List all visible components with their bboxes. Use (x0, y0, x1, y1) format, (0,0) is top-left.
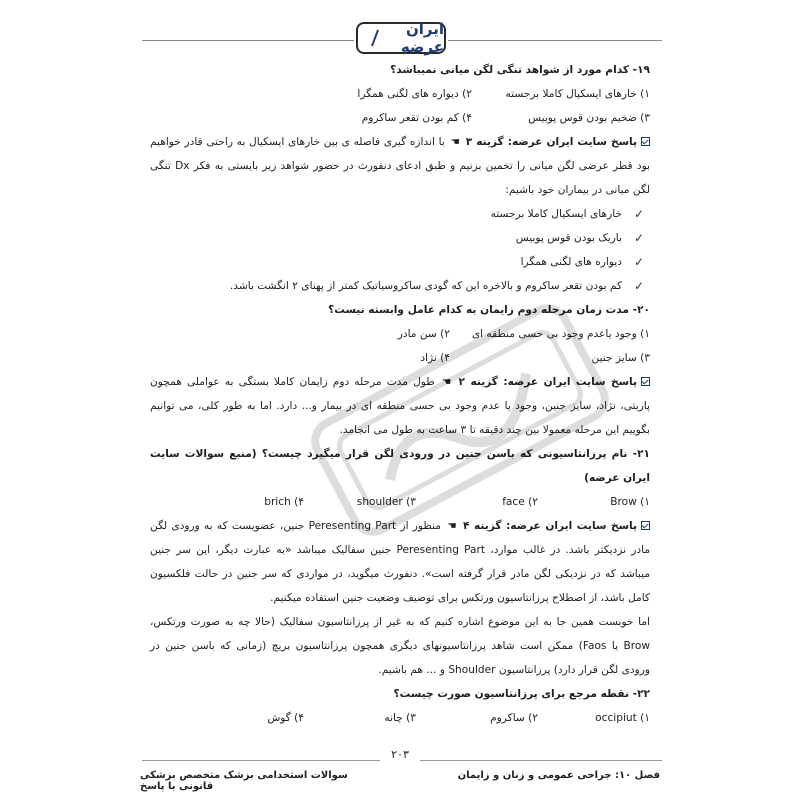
question-21: ۲۱- نام پرزانتاسیونی که باسن جنین در ورودی لگن قرار میگیرد چیست؟ (منبع سوالات سایت ایران عرضه) (150, 448, 650, 484)
q21-answer (150, 514, 650, 610)
q19-options-row2 (150, 106, 650, 130)
question-19: ۱۹- کدام مورد از شواهد تنگی لگن میانی نمیباشد؟ (390, 64, 650, 76)
q22-option-4: ۴) گوش (267, 712, 304, 724)
q19-option-2: ۲) دیواره های لگنی همگرا (357, 88, 472, 100)
q21-option-4: ۴) brich (264, 496, 304, 508)
logo-text: ایران عرضه (400, 20, 444, 56)
q21-option-3: ۳) shoulder (356, 496, 416, 508)
check-item-text: دیواره های لگنی همگرا (520, 256, 622, 268)
question-22: ۲۲- نقطه مرجع برای پرزانتاسیون صورت چیست؟ (393, 688, 650, 700)
list-item (150, 226, 650, 250)
q21-option-1: ۱) Brow (610, 496, 650, 508)
q20-options-row1 (150, 322, 650, 346)
checkbox-icon (641, 137, 650, 146)
check-icon: ✓ (633, 207, 644, 221)
q19-answer-text: با اندازه گیری فاصله ی بین خارهای ایسکیال به راحتی قادر خواهیم بود قطر عرضی لگن میانی را تخمین بزنیم و طبق ادعای دنفورث در حضور شواهد زیر بایستی به فکر Dx تنگی لگن میانی در بیماران خود باشیم: (150, 136, 650, 196)
q20-option-1: ۱) وجود یاعدم وجود بی حسی منطقه ای (471, 328, 650, 340)
site-logo (356, 22, 446, 54)
q20-option-4: ۴) نژاد (420, 352, 450, 364)
pointing-hand-icon: ☚ (447, 520, 457, 532)
q19-option-3: ۳) ضخیم بودن قوس پوبیس (528, 112, 650, 124)
q21-options (150, 490, 650, 514)
q21-answer-heading: پاسخ سایت ایران عرضه: گزینه ۴ (462, 520, 637, 532)
check-icon: ✓ (633, 255, 644, 269)
page-number: ۲۰۳ (380, 748, 420, 761)
q19-answer (150, 130, 650, 202)
q19-option-4: ۴) کم بودن تقعر ساکروم (361, 112, 472, 124)
check-icon: ✓ (633, 231, 644, 245)
footer-chapter-title: فصل ۱۰: جراحی عمومی و زنان و زایمان (457, 770, 660, 781)
check-icon: ✓ (633, 279, 644, 293)
footer-book-title: سوالات استخدامی بزشک متخصص بزشکی قانونی با پاسخ (140, 770, 348, 792)
q22-options (150, 706, 650, 730)
q22-option-2: ۲) ساکروم (490, 712, 538, 724)
q20-answer-heading: پاسخ سایت ایران عرضه: گزینه ۲ (458, 376, 637, 388)
list-item (150, 250, 650, 274)
q20-answer (150, 370, 650, 442)
q22-option-1: ۱) occipiut (595, 712, 650, 724)
main-content (150, 58, 650, 730)
q20-options-row2 (150, 346, 650, 370)
header-rule-right (448, 40, 662, 41)
q21-answer-text-2: اما خوبست همین جا به این موضوع اشاره کنیم که به غیر از پرزانتاسیون سفالیک (حالا چه به صورت ورتکس، Brow یا Faos) ممکن است شاهد پرزانتاسیونهای دیگری همچون پرزانتاسیون بریچ (زمانی که باسن جنین در ورودی لگن قرار دارد) پرزانتاسیون Shoulder و ... هم باشیم. (150, 616, 650, 676)
list-item (150, 274, 650, 298)
q22-option-3: ۳) چانه (384, 712, 416, 724)
checkbox-icon (641, 377, 650, 386)
list-item (150, 202, 650, 226)
header-rule-left (142, 40, 354, 41)
q20-answer-text: طول مدت مرحله دوم زایمان کاملا بستگی به عواملی همچون پاریتی، نژاد، سایز جنین، وجود یا عدم وجود بی حسی منطقه ای در بیمار و... دارد. اما به طور کلی، می توانیم بگوییم این مرحله معمولا بین چند دقیقه تا ۳ ساعت به طول می انجامد. (150, 376, 650, 436)
check-item-text: باریک بودن قوس پوبیس (515, 232, 622, 244)
q20-option-2: ۲) سن مادر (397, 328, 450, 340)
q19-options-row1 (150, 82, 650, 106)
q19-answer-heading: پاسخ سایت ایران عرضه: گزینه ۳ (465, 136, 637, 148)
q21-answer-text-1: منظور از Peresenting Part جنین، عضویست که به ورودی لگن مادر نزدیکتر باشد. در غالب موارد، Peresenting Part جنین سفالیک میباشد «به عبارت دیگر، این سر جنین میباشد که در نزدیکی لگن مادر قرار گرفته است». دنفورث میگوید، در مواردی که سر جنین در حالت فلکسیون کامل باشد، از اصطلاح پرزانتاسیون ورتکس برای توصیف وضعیت جنین استفاده میکنیم. (150, 520, 650, 604)
q21-option-2: ۲) face (502, 496, 538, 508)
q20-option-3: ۳) سایز جنین (591, 352, 650, 364)
question-20: ۲۰- مدت زمان مرحله دوم زایمان به کدام عامل وابسته نیست؟ (328, 304, 650, 316)
pointing-hand-icon: ☚ (450, 136, 461, 148)
check-item-text: خارهای ایسکیال کاملا برجسته (490, 208, 622, 220)
check-item-text: کم بودن تقعر ساکروم و بالاخره این که گودی ساکروسیاتیک کمتر از پهنای ۲ انگشت باشد. (229, 280, 622, 292)
pointing-hand-icon: ☚ (441, 376, 452, 388)
checkbox-icon (641, 521, 650, 530)
q19-option-1: ۱) خارهای ایسکیال کاملا برجسته (505, 88, 650, 100)
q19-check-list (150, 202, 650, 298)
page-header (0, 12, 800, 56)
